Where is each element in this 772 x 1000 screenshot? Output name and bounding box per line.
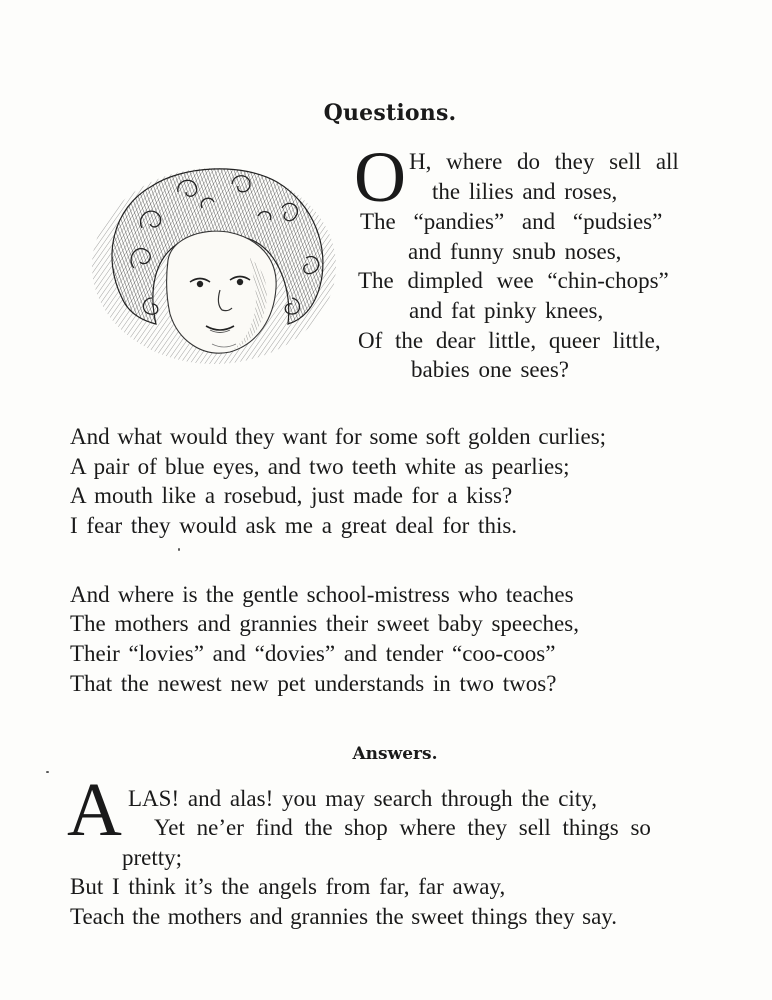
poem-line: LAS! and alas! you may search through the city, xyxy=(128,786,597,811)
poem-line: pretty; xyxy=(122,845,183,870)
poem-line: And what would they want for some soft golden curlies; xyxy=(70,424,607,449)
poem-line: H, where do they sell all xyxy=(409,149,679,174)
poem-line: The mothers and grannies their sweet baby speeches, xyxy=(70,611,579,636)
questions-title: Questions. xyxy=(323,100,457,126)
poem-line: and fat pinky knees, xyxy=(409,298,604,323)
poem-line: That the newest new pet understands in two twos? xyxy=(70,671,557,696)
questions-drop-cap: O xyxy=(354,137,406,217)
poem-line: Teach the mothers and grannies the sweet things they say. xyxy=(70,904,618,929)
poem-line: The “pandies” and “pudsies” xyxy=(360,209,663,234)
child-portrait-engraving-icon xyxy=(82,148,344,372)
paper-speck xyxy=(178,548,180,551)
poem-line: Of the dear little, queer little, xyxy=(358,328,661,353)
poem-line: And where is the gentle school-mistress who teaches xyxy=(70,582,574,607)
poem-line: Yet ne’er find the shop where they sell things so xyxy=(154,815,651,840)
poem-line: the lilies and roses, xyxy=(432,179,618,204)
answers-title: Answers. xyxy=(352,744,438,764)
poem-line: Their “lovies” and “dovies” and tender “coo-coos” xyxy=(70,641,556,666)
poem-line: A mouth like a rosebud, just made for a kiss? xyxy=(70,483,513,508)
poem-line: The dimpled wee “chin-chops” xyxy=(358,268,669,293)
paper-speck xyxy=(46,771,49,773)
answers-drop-cap: A xyxy=(67,768,122,852)
poem-line: I fear they would ask me a great deal for this. xyxy=(70,513,518,538)
poem-line: and funny snub noses, xyxy=(408,239,622,264)
poem-line: But I think it’s the angels from far, far away, xyxy=(70,874,506,899)
poem-line: A pair of blue eyes, and two teeth white as pearlies; xyxy=(70,454,570,479)
poem-line: babies one sees? xyxy=(411,357,569,382)
